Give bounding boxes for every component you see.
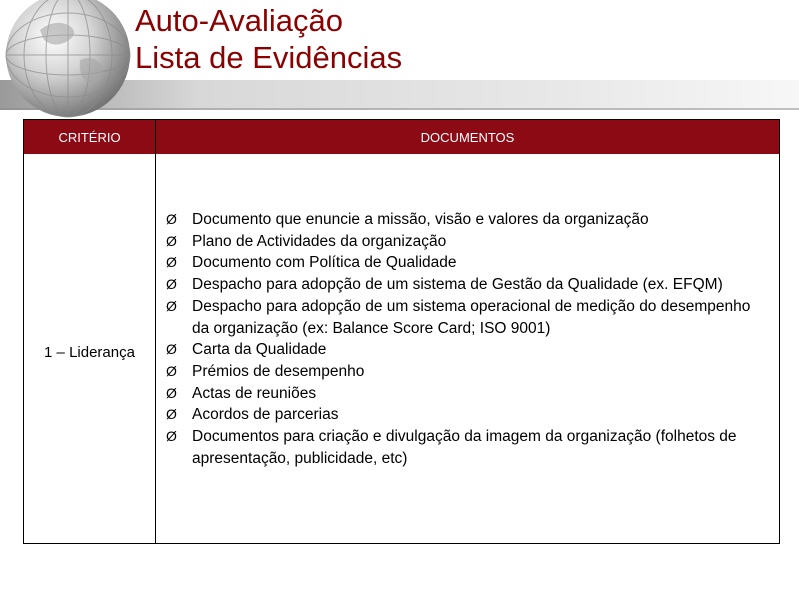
document-text: Plano de Actividades da organização xyxy=(192,232,447,250)
list-item xyxy=(166,361,766,383)
criterio-value: 1 – Liderança xyxy=(44,344,135,361)
document-text: Documentos para criação e divulgação da imagem da organização (folhetos de apresentação, publicidade, etc) xyxy=(192,428,737,467)
document-text: Prémios de desempenho xyxy=(192,362,365,380)
title-line-1: Auto-Avaliação xyxy=(135,3,343,38)
evidence-table xyxy=(23,119,780,544)
list-item xyxy=(166,426,766,469)
documents-list xyxy=(166,209,766,469)
page-title xyxy=(135,2,402,76)
document-text: Documento que enuncie a missão, visão e valores da organização xyxy=(192,211,649,228)
list-item xyxy=(166,339,766,361)
list-item xyxy=(166,274,766,296)
arrow-bullet-icon: Ø xyxy=(166,276,177,293)
list-item xyxy=(166,383,766,405)
list-item xyxy=(166,209,766,231)
arrow-bullet-icon: Ø xyxy=(166,211,177,227)
document-text: Documento com Política de Qualidade xyxy=(192,254,457,272)
document-text: Acordos de parcerias xyxy=(192,406,339,424)
criterio-cell xyxy=(24,154,155,543)
arrow-bullet-icon: Ø xyxy=(166,297,177,314)
table-header xyxy=(24,120,779,154)
arrow-bullet-icon: Ø xyxy=(166,232,177,249)
document-text: Actas de reuniões xyxy=(192,384,317,402)
title-line-2: Lista de Evidências xyxy=(135,40,403,75)
document-text: Despacho para adopção de um sistema de Gestão da Qualidade (ex. EFQM) xyxy=(192,276,723,294)
header-documentos: DOCUMENTOS xyxy=(155,120,779,154)
document-text: Carta da Qualidade xyxy=(192,341,327,359)
arrow-bullet-icon: Ø xyxy=(166,406,177,423)
arrow-bullet-icon: Ø xyxy=(166,362,177,379)
document-text: Despacho para adopção de um sistema operacional de medição do desempenho da organização (ex: Balance Score Card; ISO 9001) xyxy=(192,297,751,337)
arrow-bullet-icon: Ø xyxy=(166,384,177,401)
list-item xyxy=(166,252,766,274)
header-criterio: CRITÉRIO xyxy=(58,129,121,145)
arrow-bullet-icon: Ø xyxy=(166,341,177,358)
list-item xyxy=(166,231,766,253)
column-divider xyxy=(155,154,156,543)
arrow-bullet-icon: Ø xyxy=(166,254,177,271)
arrow-bullet-icon: Ø xyxy=(166,428,177,445)
list-item xyxy=(166,404,766,426)
list-item xyxy=(166,296,766,339)
